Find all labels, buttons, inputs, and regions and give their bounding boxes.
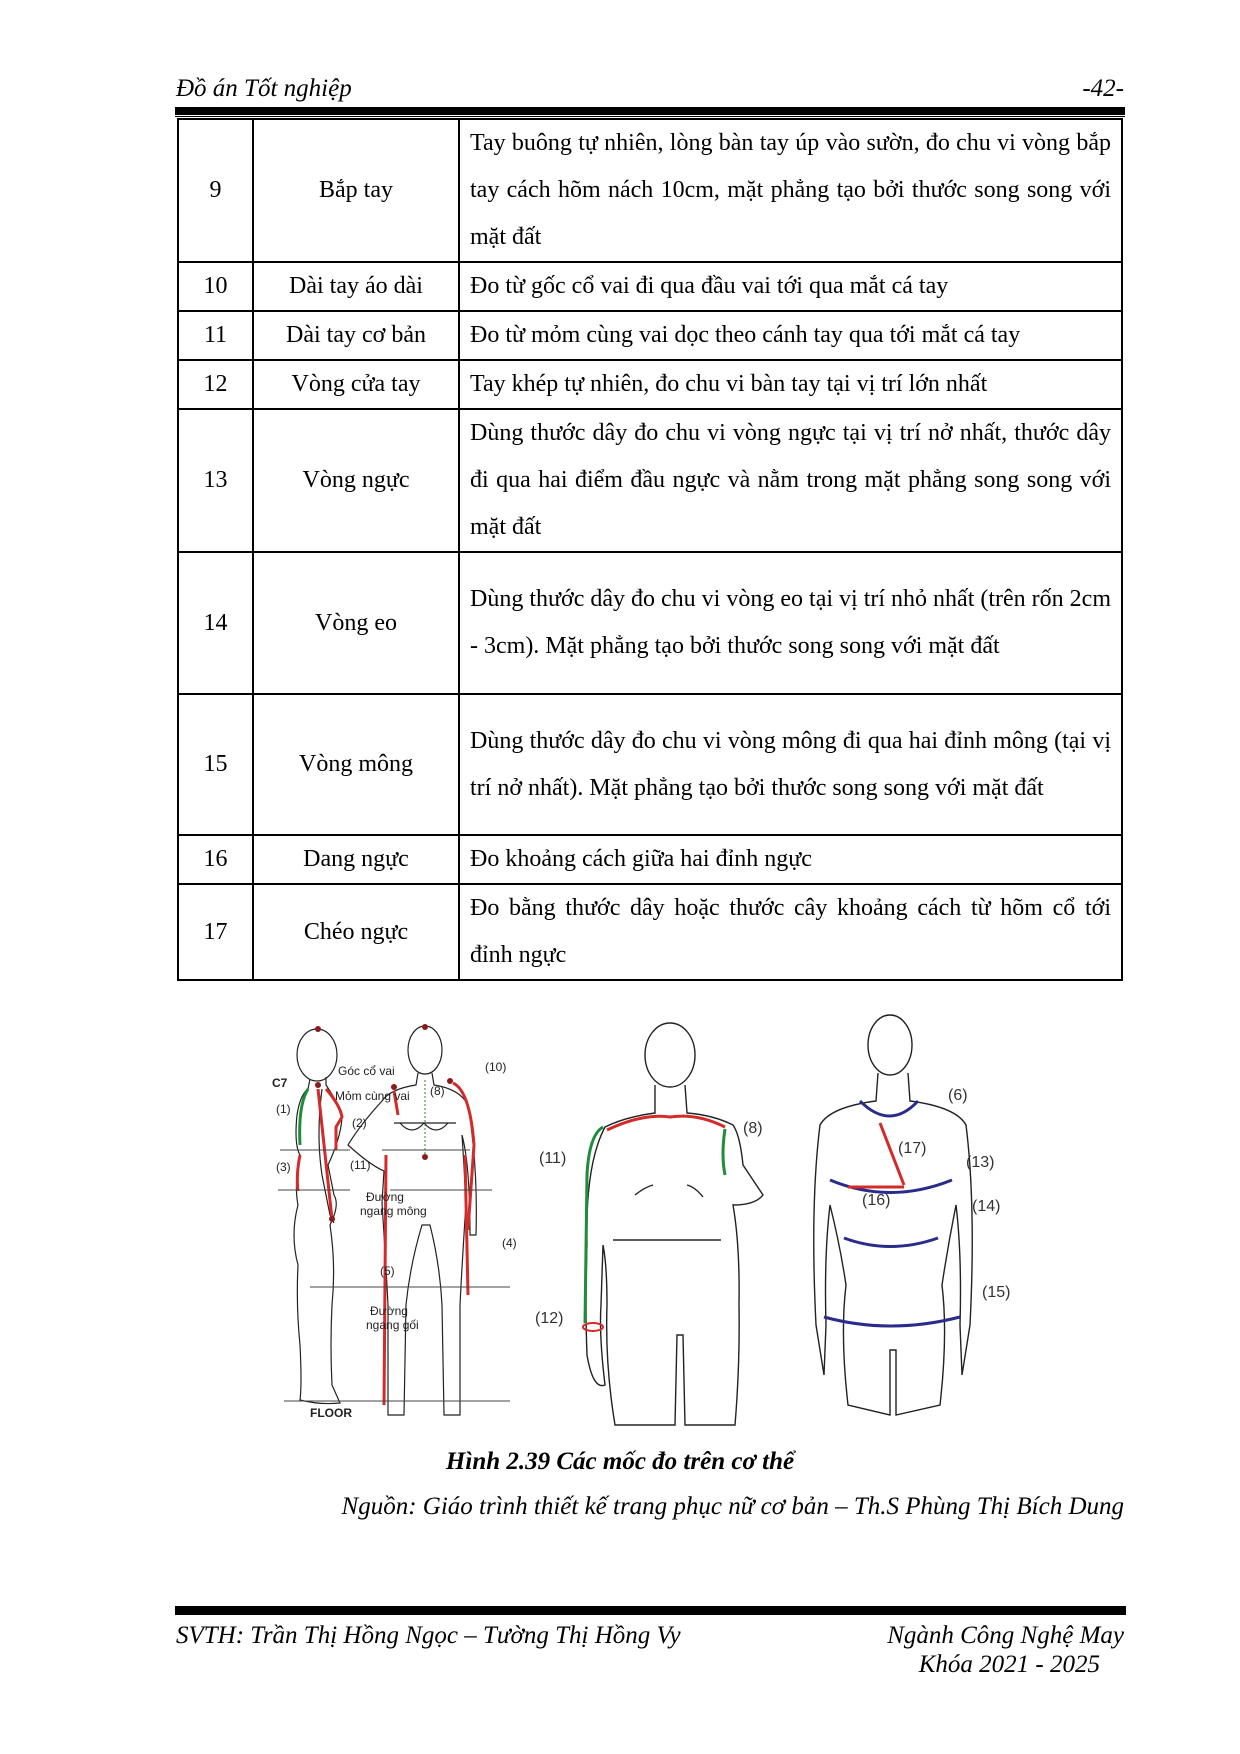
back-labels [535, 1120, 763, 1327]
table-row [178, 884, 1122, 980]
footer-course: Khóa 2021 - 2025 [918, 1651, 1100, 1678]
svg-text:Mỏm cùng vai: Mỏm cùng vai [335, 1089, 410, 1103]
table-row [178, 409, 1122, 552]
measurement-description: Tay buông tự nhiên, lòng bàn tay úp vào sườn, đo chu vi vòng bắp tay cách hõm nách 10cm, mặt phẳng tạo bởi thước song song với mặt đất [459, 119, 1122, 262]
measurement-description: Đo bằng thước dây hoặc thước cây khoảng cách từ hõm cổ tới đỉnh ngực [459, 884, 1122, 980]
row-number: 15 [178, 694, 253, 835]
row-number: 10 [178, 262, 253, 311]
svg-text:(8): (8) [743, 1120, 763, 1137]
header-divider [175, 107, 1125, 115]
measurement-name: Dang ngực [253, 835, 459, 884]
svg-text:(2): (2) [352, 1116, 367, 1130]
table-row [178, 119, 1122, 262]
row-number: 14 [178, 552, 253, 694]
svg-text:(3): (3) [276, 1160, 291, 1174]
svg-text:ngang gối: ngang gối [366, 1318, 419, 1332]
back-view-figure [586, 1023, 763, 1425]
svg-text:(1): (1) [276, 1102, 291, 1116]
table-row [178, 360, 1122, 409]
svg-text:Góc cổ vai: Góc cổ vai [338, 1064, 395, 1078]
reference-lines [278, 1080, 510, 1401]
svg-text:(6): (6) [948, 1087, 968, 1104]
front-measure-lines [824, 1101, 960, 1326]
row-number: 11 [178, 311, 253, 360]
svg-text:(16): (16) [862, 1192, 891, 1209]
svg-text:(17): (17) [898, 1140, 927, 1157]
page-number: -42- [1082, 75, 1124, 102]
measurement-name: Vòng ngực [253, 409, 459, 552]
svg-text:Đường: Đường [366, 1190, 404, 1204]
row-number: 9 [178, 119, 253, 262]
row-number: 17 [178, 884, 253, 980]
svg-text:(12): (12) [535, 1310, 564, 1327]
table-row [178, 311, 1122, 360]
measurement-name: Dài tay áo dài [253, 262, 459, 311]
svg-text:(5): (5) [380, 1264, 395, 1278]
table-row [178, 694, 1122, 835]
footer-authors: SVTH: Trần Thị Hồng Ngọc – Tường Thị Hồng Vy [176, 1622, 681, 1649]
measurement-description: Dùng thước dây đo chu vi vòng mông đi qua hai đỉnh mông (tại vị trí nở nhất). Mặt phẳng tạo bởi thước song song với mặt đất [459, 694, 1122, 835]
row-number: 16 [178, 835, 253, 884]
measurement-description: Đo từ gốc cổ vai đi qua đầu vai tới qua mắt cá tay [459, 262, 1122, 311]
footer-divider [175, 1606, 1126, 1615]
body-measurement-figure [270, 1005, 1030, 1435]
figure-caption: Hình 2.39 Các mốc đo trên cơ thể [445, 1448, 795, 1475]
svg-text:(8): (8) [430, 1084, 445, 1098]
measurement-description: Dùng thước dây đo chu vi vòng ngực tại vị trí nở nhất, thước dây đi qua hai điểm đầu ngực và nằm trong mặt phẳng song song với mặt đất [459, 409, 1122, 552]
footer-major: Ngành Công Nghệ May [887, 1622, 1124, 1649]
svg-text:C7: C7 [272, 1076, 288, 1090]
measurement-name: Chéo ngực [253, 884, 459, 980]
measurement-description: Đo từ mỏm cùng vai dọc theo cánh tay qua tới mắt cá tay [459, 311, 1122, 360]
side-measure-lines [297, 1083, 474, 1405]
measurement-name: Dài tay cơ bản [253, 311, 459, 360]
table-row [178, 552, 1122, 694]
table-row [178, 262, 1122, 311]
header-divider-thin [175, 116, 1125, 117]
measurement-description: Dùng thước dây đo chu vi vòng eo tại vị trí nhỏ nhất (trên rốn 2cm - 3cm). Mặt phẳng tạo bởi thước song song với mặt đất [459, 552, 1122, 694]
side-labels [272, 1060, 517, 1420]
front-torso-figure [814, 1015, 973, 1415]
body-measurement-illustration [270, 1005, 1030, 1435]
measurement-table [177, 118, 1123, 981]
document-header-title: Đồ án Tốt nghiệp [176, 75, 352, 102]
back-measure-lines [583, 1116, 725, 1331]
front-labels [862, 1087, 1010, 1301]
figure-source: Nguồn: Giáo trình thiết kế trang phục nữ cơ bản – Th.S Phùng Thị Bích Dung [341, 1493, 1124, 1520]
row-number: 13 [178, 409, 253, 552]
measurement-name: Vòng mông [253, 694, 459, 835]
svg-text:(11): (11) [350, 1158, 371, 1172]
measurement-description: Tay khép tự nhiên, đo chu vi bàn tay tại vị trí lớn nhất [459, 360, 1122, 409]
svg-text:(11): (11) [539, 1150, 567, 1167]
row-number: 12 [178, 360, 253, 409]
svg-text:(10): (10) [485, 1060, 507, 1074]
svg-text:(14): (14) [972, 1198, 1001, 1215]
measurement-name: Vòng eo [253, 552, 459, 694]
svg-text:(13): (13) [966, 1154, 995, 1171]
svg-text:(15): (15) [982, 1284, 1011, 1301]
measurement-name: Bắp tay [253, 119, 459, 262]
svg-text:ngang mông: ngang mông [360, 1204, 427, 1218]
table-row [178, 835, 1122, 884]
svg-text:Đường: Đường [370, 1304, 408, 1318]
svg-text:(4): (4) [502, 1236, 517, 1250]
measurement-name: Vòng cửa tay [253, 360, 459, 409]
measurement-description: Đo khoảng cách giữa hai đỉnh ngực [459, 835, 1122, 884]
svg-text:FLOOR: FLOOR [310, 1406, 352, 1420]
